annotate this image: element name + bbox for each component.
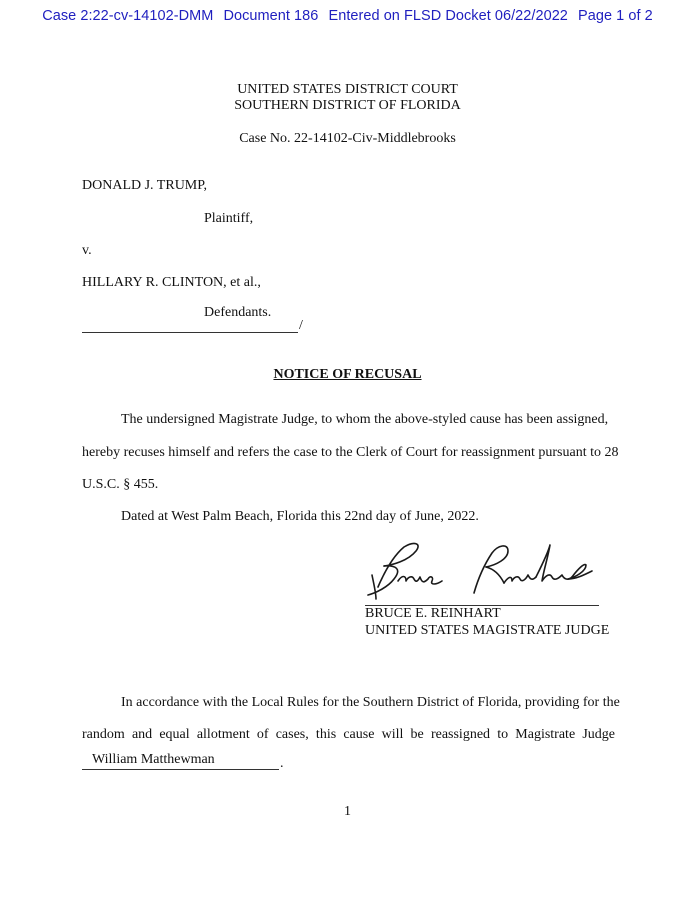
docket-entered: Entered on FLSD Docket 06/22/2022 — [328, 8, 568, 24]
reassignment-line2: random and equal allotment of cases, this cause will be reassigned to Magistrate Judge — [82, 727, 615, 742]
dated-line: Dated at West Palm Beach, Florida this 22nd day of June, 2022. — [121, 509, 479, 524]
body-paragraph-line3: U.S.C. § 455. — [82, 477, 159, 492]
reassignment-line1: In accordance with the Local Rules for the Southern District of Florida, providing for the — [121, 695, 620, 710]
defendant-role: Defendants. — [204, 305, 272, 320]
court-name-line1: UNITED STATES DISTRICT COURT — [237, 82, 458, 97]
body-paragraph-line2: hereby recuses himself and refers the case to the Clerk of Court for reassignment pursuant to 28 — [82, 445, 619, 460]
plaintiff-role: Plaintiff, — [204, 211, 254, 226]
docket-header — [0, 8, 695, 24]
defendant-name: HILLARY R. CLINTON, et al., — [82, 275, 261, 290]
versus: v. — [82, 243, 92, 258]
docket-case-number: Case 2:22-cv-14102-DMM — [42, 8, 214, 24]
caption-rule — [82, 332, 298, 333]
plaintiff-name: DONALD J. TRUMP, — [82, 178, 207, 193]
body-paragraph-line1: The undersigned Magistrate Judge, to whom the above-styled cause has been assigned, — [121, 412, 609, 427]
docket-document-number: Document 186 — [223, 8, 319, 24]
page-number: 1 — [344, 804, 351, 819]
reassigned-judge-rule — [82, 769, 279, 770]
judge-name: BRUCE E. REINHART — [365, 606, 501, 621]
judge-signature — [362, 535, 602, 605]
court-name-line2: SOUTHERN DISTRICT OF FLORIDA — [234, 98, 461, 113]
reassignment-end: . — [280, 756, 284, 771]
judge-title: UNITED STATES MAGISTRATE JUDGE — [365, 623, 610, 638]
reassigned-judge-name: William Matthewman — [92, 752, 215, 767]
case-number: Case No. 22-14102-Civ-Middlebrooks — [239, 131, 456, 146]
docket-page: Page 1 of 2 — [578, 8, 653, 24]
caption-end-mark: / — [299, 318, 303, 333]
document-title: NOTICE OF RECUSAL — [273, 367, 422, 382]
